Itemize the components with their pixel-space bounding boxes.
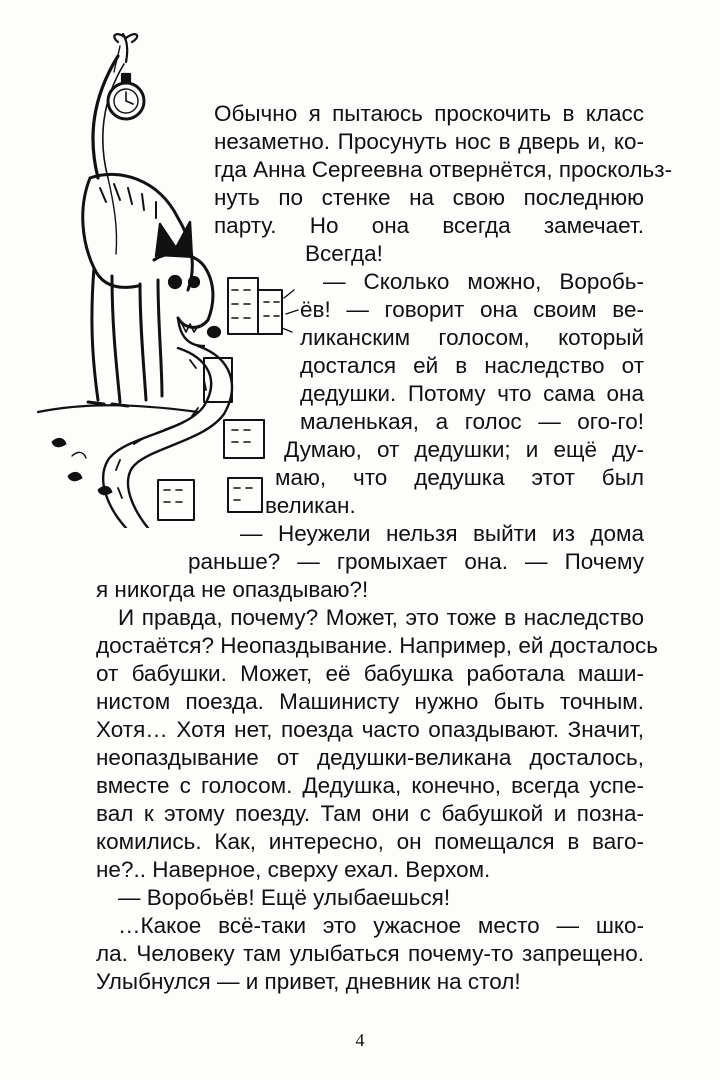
text-line: вместе с голосом. Дедушка, конечно, всегда успе- bbox=[96, 773, 644, 798]
text-line: Всегда! bbox=[305, 241, 383, 266]
text-line: ёв! — говорит она своим ве- bbox=[300, 297, 644, 322]
text-line: раньше? — громыхает она. — Почему bbox=[188, 549, 644, 574]
text-line: гда Анна Сергеевна отвернётся, проскольз- bbox=[214, 157, 673, 182]
text-line: нистом поезда. Машинисту нужно быть точным. bbox=[96, 689, 644, 714]
text-line: …Какое всё-таки это ужасное место — шко- bbox=[118, 913, 644, 938]
text-line: ла. Человеку там улыбаться почему-то запрещено. bbox=[96, 941, 644, 966]
text-line: от бабушки. Может, её бабушка работала маши- bbox=[96, 661, 644, 686]
text-line: И правда, почему? Может, это тоже в наследство bbox=[118, 605, 644, 630]
text-line: достаётся? Неопаздывание. Например, ей досталось bbox=[96, 633, 658, 658]
text-line: великан. bbox=[265, 493, 356, 518]
text-line: Хотя… Хотя нет, поезда часто опаздывают. Значит, bbox=[96, 717, 644, 742]
text-line: — Воробьёв! Ещё улыбаешься! bbox=[118, 885, 451, 910]
text-line: — Сколько можно, Воробь- bbox=[323, 269, 644, 294]
text-line: не?.. Наверное, сверху ехал. Верхом. bbox=[96, 857, 491, 882]
text-line: комились. Как, интересно, он помещался в ваго- bbox=[96, 829, 644, 854]
text-line: Думаю, от дедушки; и ещё ду- bbox=[284, 437, 644, 462]
text-line: парту. Но она всегда замечает. bbox=[214, 213, 644, 238]
text-line: маю, что дедушка этот был bbox=[275, 465, 644, 490]
text-line: неопаздывание от дедушки-великана досталось, bbox=[96, 745, 644, 770]
text-line: дедушки. Потому что сама она bbox=[300, 381, 644, 406]
text-line: маленькая, а голос — ого-го! bbox=[300, 409, 644, 434]
text-line: вал к этому поезду. Там они с бабушкой и позна- bbox=[96, 801, 644, 826]
text-line: ликанским голосом, который bbox=[300, 325, 644, 350]
text-line: я никогда не опаздываю?! bbox=[96, 577, 369, 602]
text-line: незаметно. Просунуть нос в дверь и, ко- bbox=[214, 129, 644, 154]
text-line: нуть по стенке на свою последнюю bbox=[214, 185, 644, 210]
text-line: достался ей в наследство от bbox=[300, 353, 644, 378]
text-line: Обычно я пытаюсь проскочить в класс bbox=[214, 101, 644, 126]
text-line: — Неужели нельзя выйти из дома bbox=[240, 521, 644, 546]
text-line: Улыбнулся — и привет, дневник на стол! bbox=[96, 969, 521, 994]
page-number: 4 bbox=[355, 1030, 365, 1050]
